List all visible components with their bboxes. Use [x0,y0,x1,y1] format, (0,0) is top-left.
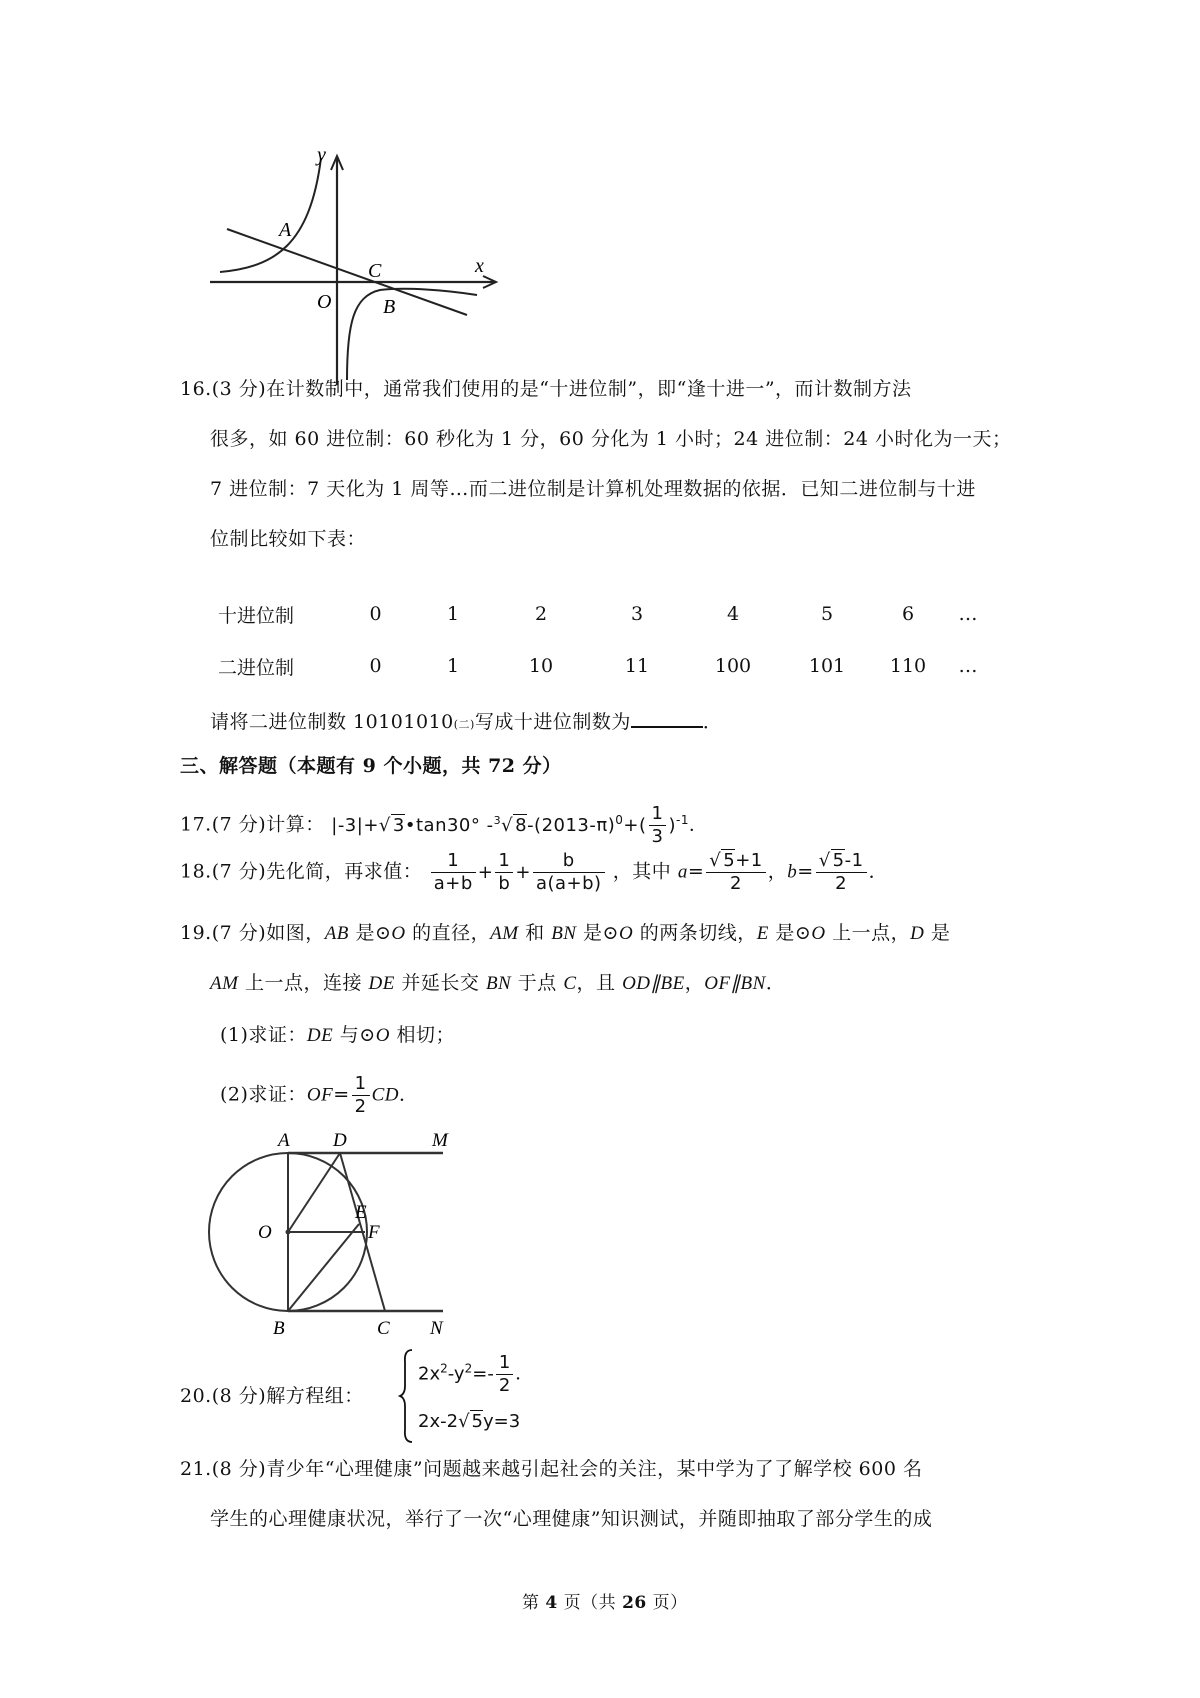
system-brace [398,1348,414,1444]
fraction-3 [533,850,605,895]
close-paren: ) [668,814,676,836]
q18-end: ． [868,860,889,883]
sqrt-radicand: 5 [723,850,736,871]
var: C [563,973,577,994]
var: O [618,923,634,944]
var: CD [371,1084,400,1106]
table-cell: 6 [901,603,915,625]
frac-den: 2 [730,873,742,894]
table-cell: 2 [534,603,548,625]
table-cell: 3 [630,603,644,625]
text: ， [684,972,705,994]
var: AM [490,923,519,944]
term: =- [472,1363,494,1385]
frac-num: 1 [649,803,667,826]
paren-term: -(2013-π) [527,814,616,836]
text: ，且 [576,972,623,994]
q18 [180,850,888,895]
q17-score: (7 分) [211,813,267,836]
var: OD∥BE [622,973,685,994]
equals: = [797,860,814,883]
table-cell: 100 [714,655,752,677]
table-cell: 0 [369,603,382,625]
table-cell: 110 [889,655,927,677]
q16-question [210,706,722,738]
frac-num: 1 [495,850,513,873]
text: 上一点， [825,922,911,944]
q17-expression: |-3|+√ 3•tan30° -$^3$√ $8-(2013-\pi)^0+$( $\frac{1}{3}$ )$^{-1}$． [331,803,708,847]
q17-end: ． [688,814,708,836]
q16-line1 [180,376,912,402]
label-C: C [368,260,382,282]
q18-prefix: 先化简，再求值： [266,860,423,883]
plus-sign: + [477,861,494,883]
q16-line3: 7 进位制：7 天化为 1 周等…而二进位制是计算机处理数据的依据．已知二进位制与十进 [210,478,976,500]
q16-line4: 位制比较如下表： [210,528,367,550]
section-title: 三、解答题（本题有 9 个小题，共 72 分） [180,755,562,777]
line-AB [227,229,467,315]
var: AB [324,923,349,944]
text: 是⊙ [348,922,392,944]
q17 [180,803,707,848]
q19-line1 [180,920,950,947]
table-cell: 0 [369,655,382,677]
circle-tangent-figure [205,1128,465,1343]
text: 第 [522,1593,546,1613]
label-E: E [355,1202,367,1223]
q21-line1 [180,1456,922,1482]
term: -y [447,1363,465,1385]
q16-text1: 在计数制中，通常我们使用的是“十进位制”，即“逢十进一”，而计数制方法 [266,378,912,400]
text: ． [765,972,786,994]
fraction-2 [495,850,513,895]
frac-den: 2 [835,873,848,894]
answer-blank [631,706,703,728]
q18-mid: ，其中 [612,860,678,883]
var: O [375,1025,390,1046]
label-D: D [333,1130,347,1151]
cuberoot-index: 3 [493,813,502,827]
q19-part1 [220,1022,455,1049]
q20-eq1 [418,1352,533,1397]
exponent-neg-one: -1 [675,812,689,827]
q16-ask-prefix: 请将二进位制数 10101010 [210,711,454,733]
page-footer [522,1590,688,1616]
binary-decimal-table [218,588,993,692]
label-O: O [258,1222,272,1243]
label-x: x [475,255,484,277]
text: 上一点，连接 [238,972,369,994]
comma: ， [767,860,788,883]
var: E [756,923,769,944]
text: 的直径， [405,922,491,944]
row-label-binary: 二进位制 [218,656,295,679]
text: 相切； [389,1024,455,1046]
label-A: A [278,1130,290,1151]
var: O [391,923,406,944]
text: 如图， [266,922,325,944]
page-total: 26 [622,1593,647,1613]
term: 2x [418,1363,441,1385]
table-cell: … [958,655,978,677]
q21-line2: 学生的心理健康状况，举行了一次“心理健康”知识测试，并随即抽取了部分学生的成 [210,1508,933,1530]
abs-value: |-3| [331,814,364,836]
q20-score: (8 分) [211,1385,267,1407]
frac-den: 2 [498,1375,511,1396]
q16-ask-end: ． [702,711,723,733]
text: 青少年“心理健康”问题越来越引起社会的关注，某中学为了了解学校 600 名 [266,1458,923,1480]
frac-num: 1 [496,1352,513,1375]
fraction-1 [431,850,476,895]
term: 2x-2 [418,1411,459,1432]
frac-den: a+b [433,873,473,894]
var: D [910,923,925,944]
q16-score: (3 分) [211,378,267,400]
frac-den: b [498,873,511,894]
q20-eq2: 2x-2√ 5y=3 [418,1411,521,1432]
table-cell: 4 [726,603,740,625]
table-row-binary [218,640,993,692]
q20-end: ． [515,1363,534,1385]
text: 于点 [511,972,564,994]
text: = [333,1083,350,1106]
fraction-one-third [649,803,667,848]
q18-expression [429,850,613,894]
label-y: y [317,150,326,166]
var: DE [368,973,395,994]
sqrt-radicand: 5 [471,1411,483,1432]
value-a: $\frac{√ 5+1}{2}$ [706,850,765,895]
fraction-half [352,1073,370,1118]
var: DE [306,1025,334,1046]
frac-num: 1 [352,1073,370,1096]
frac-num: b [533,850,605,873]
label-M: M [432,1130,448,1151]
q19-part2 [220,1073,419,1118]
num-rest: -1 [844,850,864,871]
q17-number: 17. [180,813,212,836]
text: 与⊙ [333,1024,376,1046]
q16-number: 16. [180,378,212,400]
page-number: 4 [545,1593,558,1613]
text: 是 [924,922,951,944]
text: 的两条切线， [633,922,757,944]
text: (1)求证： [220,1024,307,1046]
tan-term: •tan30° [404,814,481,836]
label-F: F [368,1222,380,1243]
q16-line2: 很多，如 60 进位制：60 秒化为 1 分，60 分化为 1 小时；24 进位制：24 小时化为一天； [210,428,1012,450]
var-b: b [787,861,798,883]
row-label-decimal: 十进位制 [218,604,295,627]
table-cell: 1 [446,655,460,677]
text: 是⊙ [768,922,812,944]
cuberoot-radicand: 8 [515,814,528,836]
text: 页（共 [557,1593,623,1613]
sqrt-radicand: 5 [832,850,845,871]
table-cell: 1 [446,603,460,625]
text: (2)求证： [220,1083,307,1106]
plus-sign: + [515,861,531,883]
minus-sign: - [486,814,494,836]
q19-line2 [210,970,785,997]
text: 页） [646,1593,688,1613]
table-row-decimal [218,588,993,640]
text: 和 [518,922,552,944]
label-N: N [430,1318,443,1339]
segment-OD [288,1153,340,1232]
fraction-half [496,1352,513,1397]
table-cell: 101 [808,655,846,677]
var: AM [210,973,239,994]
frac-den: a(a+b) [535,873,602,894]
q18-number: 18. [180,860,212,883]
var: OF [306,1084,334,1106]
table-cell: 5 [820,603,834,625]
q19-number: 19. [180,922,212,944]
sqrt-radicand: 3 [392,814,405,836]
var-a: a [677,861,688,883]
num-rest: +1 [735,850,763,871]
label-A: A [279,219,292,241]
q19-score: (7 分) [211,922,267,944]
term: y=3 [483,1411,521,1432]
text: 是⊙ [576,922,619,944]
var: BN [485,973,512,994]
segment-BE [288,1224,359,1311]
plus-paren: +( [623,814,647,836]
var: OF∥BN [704,973,766,994]
value-b: $\frac{√ 5-1}{2}$ [816,850,867,895]
table-cell: … [958,603,978,625]
center-point [286,1230,291,1235]
q17-prefix: 计算： [266,813,325,836]
q20-label [180,1383,364,1409]
text: ． [399,1083,419,1106]
plus-sign: + [363,814,379,836]
equals: = [687,860,705,883]
table-cell: 10 [528,655,554,677]
hyperbola-figure [205,150,505,390]
frac-den: 2 [354,1096,367,1117]
var: BN [551,923,577,944]
q21-score: (8 分) [211,1458,267,1480]
hyperbola-branch-upper [220,158,321,272]
exponent: 2 [464,1361,473,1376]
exponent: 2 [440,1361,448,1376]
var: O [811,923,826,944]
q20-number: 20. [180,1385,212,1407]
label-C: C [377,1318,390,1339]
frac-den: 3 [651,826,664,847]
q16-ask-suffix: 写成十进位制数为 [474,711,631,733]
q16-ask-sub: (二) [453,718,475,731]
q20-prefix: 解方程组： [266,1385,364,1407]
q18-score: (7 分) [211,860,267,883]
label-O: O [317,291,332,313]
frac-num: 1 [431,850,476,873]
text: 并延长交 [394,972,486,994]
table-cell: 11 [624,655,650,677]
q21-number: 21. [180,1458,212,1480]
label-B: B [273,1318,285,1339]
label-B: B [383,296,396,318]
hyperbola-branch-lower [347,289,477,380]
exponent-zero: 0 [615,812,624,827]
